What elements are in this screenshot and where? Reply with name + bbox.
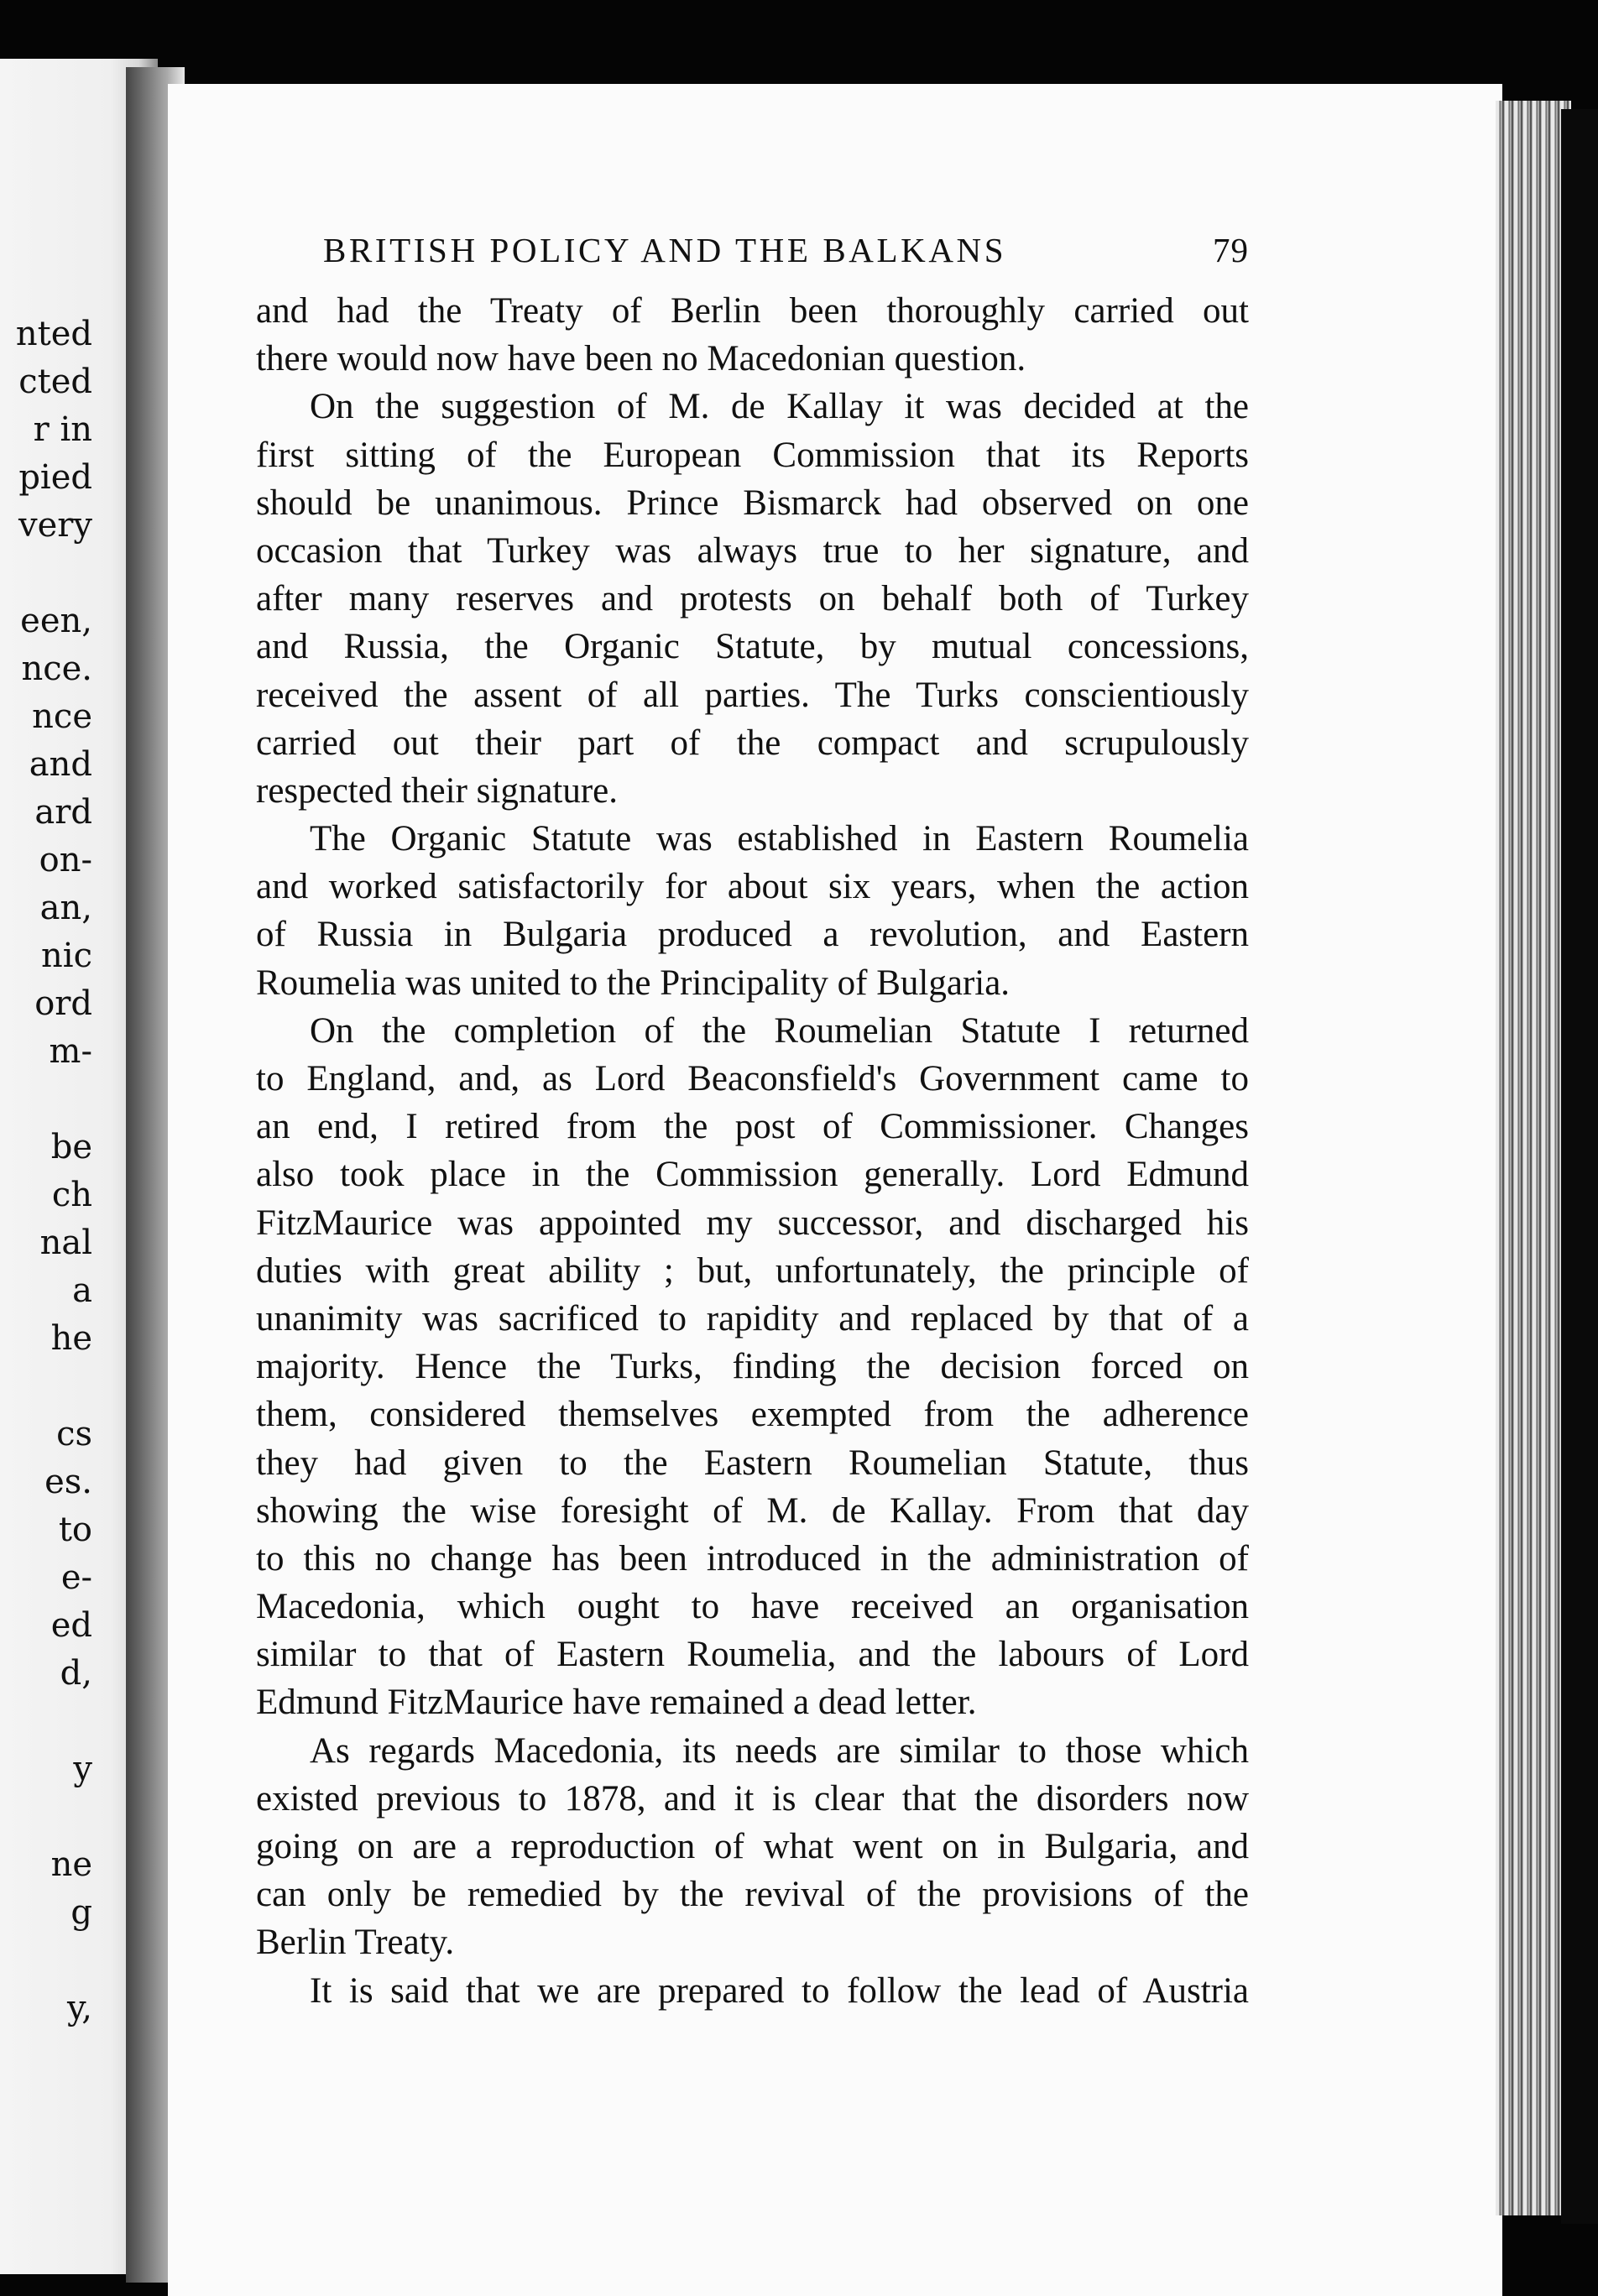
left-page-fragment: ard [34,793,92,832]
left-page-fragment: a [72,1271,92,1310]
text-line: also took place in the Commission generally. Lord Edmund [256,1155,1249,1195]
running-head [256,220,1249,287]
text-line: majority. Hence the Turks, finding the decision forced on [256,1347,1249,1387]
left-page-fragment: nal [39,1224,92,1262]
text-line: It is said that we are prepared to follow the lead of Austria [310,1970,1249,2011]
page-number: 79 [1213,231,1249,269]
text-line: to this no change has been introduced in the administration of [256,1538,1249,1578]
left-page-fragment: to [58,1511,92,1549]
left-page-fragment: ch [51,1176,92,1214]
left-page-fragment: on- [39,841,92,879]
text-line: occasion that Turkey was always true to her signature, and [256,530,1249,571]
text-line: going on are a reproduction of what went on in Bulgaria, and [256,1827,1249,1866]
text-line: existed previous to 1878, and it is clear that the disorders now [256,1778,1249,1819]
text-line: them, considered themselves exempted from the adherence [256,1395,1249,1435]
left-page-fragment: nted [15,315,92,353]
text-line: similar to that of Eastern Roumelia, and the labours of Lord [256,1635,1249,1675]
left-page-fragment: an, [39,889,92,927]
text-line: received the assent of all parties. The Turks conscientiously [256,675,1249,715]
left-page-fragment: ne [50,1845,92,1884]
left-page-fragment: he [50,1319,92,1358]
left-page-fragment: d, [60,1654,92,1693]
left-page-fragment: es. [44,1463,92,1501]
left-page-fragment: cted [18,363,92,401]
left-page-fragment: very [18,506,92,545]
text-line: to England, and, as Lord Beaconsfield's Government came to [256,1059,1249,1098]
text-line: As regards Macedonia, its needs are similar to those which [310,1730,1249,1771]
text-line: respected their signature. [256,770,619,811]
left-page-fragment: cs [56,1415,92,1453]
left-page-fragment: e- [60,1558,92,1597]
text-line: carried out their part of the compact and scrupulously [256,723,1249,763]
left-page-fragment: be [50,1128,92,1166]
text-line: of Russia in Bulgaria produced a revolution, and Eastern [256,915,1249,955]
page-edges [1496,101,1571,2215]
text-line: The Organic Statute was established in Eastern Roumelia [310,819,1249,859]
text-line: Edmund FitzMaurice have remained a dead letter. [256,1683,977,1723]
text-line: and Russia, the Organic Statute, by mutual concessions, [256,627,1249,667]
text-line: On the completion of the Roumelian Statute I returned [310,1010,1249,1051]
left-page-fragment: pied [18,458,92,497]
text-line: On the suggestion of M. de Kallay it was decided at the [310,387,1249,427]
left-page-fragment: g [70,1893,92,1932]
text-line: Roumelia was united to the Principality of Bulgaria. [256,963,1010,1003]
left-page-fragment: nce. [21,650,92,688]
text-line: duties with great ability ; but, unfortunately, the principle of [256,1250,1249,1291]
left-page-fragment: een, [20,602,92,640]
left-page-fragment: and [29,745,92,784]
body-text [256,287,1249,2015]
text-line: Macedonia, which ought to have received an organisation [256,1587,1249,1627]
text-line: after many reserves and protests on behalf both of Turkey [256,579,1249,619]
text-line: and had the Treaty of Berlin been thoroughly carried out [256,291,1249,331]
text-line: FitzMaurice was appointed my successor, and discharged his [256,1203,1249,1243]
text-line: first sitting of the European Commission that its Reports [256,435,1249,475]
left-page-fragment: y [73,1750,92,1788]
left-page-fragment: r in [33,410,92,449]
page-text-block [256,220,1249,2015]
running-head-title: BRITISH POLICY AND THE BALKANS [323,231,1007,269]
left-page-fragment: m- [49,1032,92,1071]
text-line: there would now have been no Macedonian question. [256,339,1026,379]
text-line: and worked satisfactorily for about six years, when the action [256,867,1249,907]
text-line: unanimity was sacrificed to rapidity and replaced by that of a [256,1298,1249,1338]
left-page-fragment: nic [41,937,92,975]
left-page-fragment: ord [34,984,92,1023]
left-page-fragment: y, [67,1989,92,2027]
text-line: can only be remedied by the revival of the provisions of the [256,1875,1249,1915]
text-line: showing the wise foresight of M. de Kallay. From that day [256,1490,1249,1531]
text-line: should be unanimous. Prince Bismarck had observed on one [256,483,1249,523]
left-page-fragment: nce [32,697,92,736]
text-line: they had given to the Eastern Roumelian Statute, thus [256,1443,1249,1483]
left-page-fragment: ed [50,1606,92,1645]
text-line: Berlin Treaty. [256,1923,455,1963]
background-edge [1561,109,1598,2224]
text-line: an end, I retired from the post of Commissioner. Changes [256,1107,1249,1147]
